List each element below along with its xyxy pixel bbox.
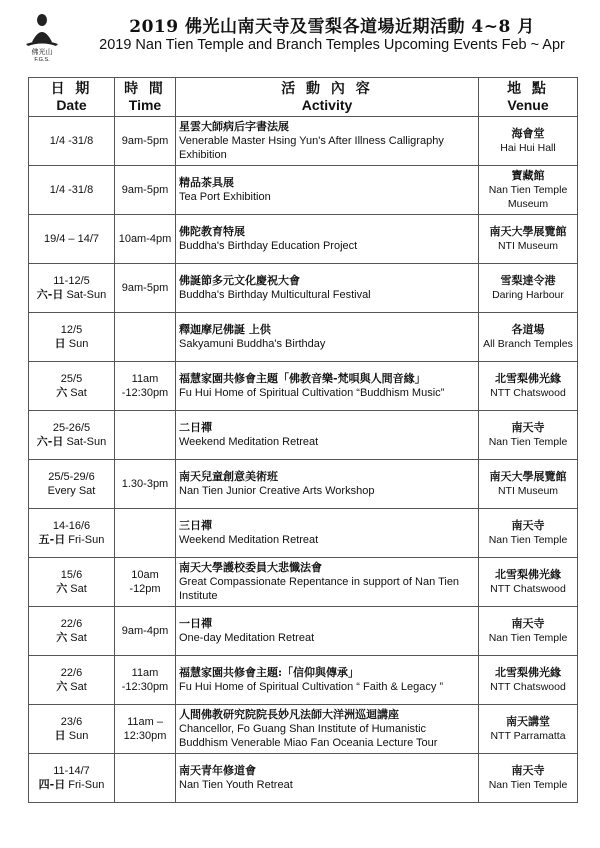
- date-weekday-en: Sun: [68, 338, 89, 350]
- time-line-1: 9am-5pm: [121, 282, 169, 294]
- venue-en: All Branch Temples: [483, 338, 573, 350]
- activity-en: Fu Hui Home of Spiritual Cultivation “Buddhism Music”: [179, 387, 445, 399]
- table-row: [29, 754, 578, 803]
- date-weekday: [32, 386, 111, 400]
- event-date: [29, 705, 115, 754]
- event-venue: [479, 264, 578, 313]
- date-weekday: [32, 288, 111, 302]
- date-range: 25-26/5: [52, 422, 91, 434]
- event-time: [115, 607, 176, 656]
- table-row: [29, 313, 578, 362]
- event-activity: [176, 607, 479, 656]
- table-row: [29, 656, 578, 705]
- venue-zh: 南天寺: [511, 764, 545, 777]
- date-weekday-en: Sat: [70, 632, 87, 644]
- activity-en: Venerable Master Hsing Yun's After Illness Calligraphy Exhibition: [179, 135, 444, 161]
- event-date: [29, 264, 115, 313]
- logo-text-en: F.G.S.: [34, 57, 50, 62]
- event-date: [29, 411, 115, 460]
- venue-en: Hai Hui Hall: [500, 142, 556, 154]
- time-line-1: 10am: [131, 569, 159, 581]
- table-row: [29, 558, 578, 607]
- event-time: [115, 313, 176, 362]
- time-line-1: 9am-5pm: [121, 135, 169, 147]
- date-weekday-en: Fri-Sun: [68, 534, 105, 546]
- event-venue: [479, 313, 578, 362]
- time-line-1: 9am-4pm: [121, 625, 169, 637]
- event-date: [29, 558, 115, 607]
- event-time: [115, 460, 176, 509]
- date-weekday-en: Sat-Sun: [66, 289, 107, 301]
- venue-en: Nan Tien Temple: [488, 436, 568, 448]
- date-weekday-zh: 六: [56, 386, 68, 399]
- date-range: 25/5-29/6: [48, 471, 95, 483]
- table-row: [29, 264, 578, 313]
- page-title-en: 2019 Nan Tien Temple and Branch Temples Upcoming Events Feb ~ Apr: [99, 37, 565, 53]
- event-date: [29, 656, 115, 705]
- event-time: [115, 264, 176, 313]
- venue-en: NTT Chatswood: [490, 681, 566, 693]
- venue-zh: 南天寺: [511, 617, 545, 630]
- date-weekday-zh: 五-日: [38, 533, 66, 546]
- venue-zh: 南天大學展覽館: [489, 470, 567, 483]
- event-activity: [176, 705, 479, 754]
- activity-en: Nan Tien Junior Creative Arts Workshop: [179, 485, 375, 497]
- time-line-1: 1.30-3pm: [121, 478, 169, 490]
- time-line-2: -12:30pm: [121, 387, 169, 399]
- event-time: [115, 656, 176, 705]
- time-line-1: 10am-4pm: [118, 233, 172, 245]
- activity-zh: 福慧家園共修會主題「佛教音樂-梵唄與人間音緣」: [179, 372, 426, 385]
- table-row: [29, 362, 578, 411]
- venue-en: Nan Tien Temple Museum: [488, 184, 568, 210]
- event-venue: [479, 607, 578, 656]
- date-weekday-zh: 六: [56, 631, 68, 644]
- event-time: [115, 411, 176, 460]
- date-weekday: [32, 778, 111, 792]
- logo-text-zh: 佛光山: [31, 48, 53, 56]
- event-time: [115, 705, 176, 754]
- activity-zh: 人間佛教研究院院長妙凡法師大洋洲巡迴講座: [179, 708, 399, 721]
- event-time: [115, 166, 176, 215]
- date-range: 15/6: [60, 569, 83, 581]
- activity-en: Weekend Meditation Retreat: [179, 534, 319, 546]
- date-range: 1/4 -31/8: [49, 135, 94, 147]
- venue-zh: 雪梨達令港: [500, 274, 556, 287]
- time-line-1: 9am-5pm: [121, 184, 169, 196]
- venue-en: Daring Harbour: [492, 289, 564, 301]
- activity-en: Great Compassionate Repentance in support of Nan Tien Institute: [179, 576, 460, 602]
- date-weekday-en: Sat: [70, 387, 87, 399]
- date-range: 22/6: [60, 618, 83, 630]
- activity-en: One-day Meditation Retreat: [179, 632, 315, 644]
- event-activity: [176, 166, 479, 215]
- date-weekday: [32, 337, 111, 351]
- activity-zh: 二日禪: [179, 421, 212, 434]
- activity-zh: 佛陀教育特展: [179, 225, 245, 238]
- activity-zh: 佛誕節多元文化慶祝大會: [179, 274, 300, 287]
- date-weekday-en: Sat: [70, 681, 87, 693]
- date-weekday-zh: 四-日: [38, 778, 66, 791]
- event-venue: [479, 117, 578, 166]
- event-venue: [479, 460, 578, 509]
- venue-en: Nan Tien Temple: [488, 534, 568, 546]
- date-weekday-zh: 六-日: [36, 435, 64, 448]
- event-activity: [176, 411, 479, 460]
- date-range: 11-14/7: [53, 765, 90, 777]
- date-range: 22/6: [60, 667, 83, 679]
- event-date: [29, 215, 115, 264]
- activity-en: Weekend Meditation Retreat: [179, 436, 319, 448]
- event-date: [29, 607, 115, 656]
- date-weekday: [32, 582, 111, 596]
- event-date: [29, 117, 115, 166]
- venue-en: Nan Tien Temple: [488, 779, 568, 791]
- venue-zh: 各道場: [511, 323, 545, 336]
- page-title-zh: 2019 佛光山南天寺及雪梨各道場近期活動 4~8 月: [129, 17, 535, 37]
- table-row: [29, 509, 578, 558]
- event-date: [29, 313, 115, 362]
- date-weekday: [32, 484, 111, 498]
- activity-zh: 福慧家園共修會主題:「信仰與傳承」: [179, 666, 360, 679]
- activity-zh: 三日禪: [179, 519, 212, 532]
- event-time: [115, 509, 176, 558]
- date-weekday: [32, 729, 111, 743]
- date-weekday-en: Sat: [70, 583, 87, 595]
- activity-zh: 南天青年修道會: [179, 764, 256, 777]
- event-venue: [479, 166, 578, 215]
- date-weekday-en: Sun: [68, 730, 89, 742]
- venue-en: NTI Museum: [497, 485, 559, 497]
- time-line-2: -12:30pm: [121, 681, 169, 693]
- date-range: 19/4 – 14/7: [43, 233, 100, 245]
- event-time: [115, 558, 176, 607]
- time-line-1: 11am –: [127, 716, 163, 728]
- date-weekday-zh: 日: [54, 729, 66, 742]
- time-line-1: 11am: [131, 667, 159, 679]
- activity-zh: 釋迦摩尼佛誕 上供: [179, 323, 271, 336]
- time-line-2: -12pm: [129, 583, 161, 595]
- events-table: [28, 77, 578, 803]
- event-activity: [176, 656, 479, 705]
- venue-zh: 北雪梨佛光緣: [495, 372, 561, 385]
- venue-en: NTI Museum: [497, 240, 559, 252]
- event-time: [115, 754, 176, 803]
- event-date: [29, 509, 115, 558]
- date-weekday: [32, 680, 111, 694]
- date-range: 1/4 -31/8: [49, 184, 94, 196]
- activity-en: Buddha's Birthday Education Project: [179, 240, 358, 252]
- event-activity: [176, 558, 479, 607]
- event-venue: [479, 558, 578, 607]
- event-date: [29, 460, 115, 509]
- date-weekday: [32, 435, 111, 449]
- activity-zh: 南天大學護校委員大悲懺法會: [179, 561, 322, 574]
- table-header-row: [29, 78, 578, 117]
- date-weekday-en: Fri-Sun: [68, 779, 105, 791]
- activity-zh: 一日禪: [179, 617, 212, 630]
- fgs-logo: [18, 8, 66, 62]
- event-activity: [176, 215, 479, 264]
- event-venue: [479, 411, 578, 460]
- event-venue: [479, 705, 578, 754]
- event-venue: [479, 656, 578, 705]
- event-date: [29, 362, 115, 411]
- table-row: [29, 166, 578, 215]
- time-line-2: 12:30pm: [123, 730, 167, 742]
- venue-zh: 南天講堂: [506, 715, 550, 728]
- event-venue: [479, 754, 578, 803]
- table-row: [29, 411, 578, 460]
- activity-en: Buddha's Birthday Multicultural Festival: [179, 289, 371, 301]
- time-line-1: 11am: [131, 373, 159, 385]
- date-weekday-zh: 六: [56, 680, 68, 693]
- date-range: 12/5: [60, 324, 83, 336]
- col-header-activity: 活 動 內 容 Activity: [176, 78, 479, 117]
- event-date: [29, 166, 115, 215]
- col-header-date: 日 期 Date: [29, 78, 115, 117]
- date-range: 11-12/5: [53, 275, 90, 287]
- date-weekday-zh: 六: [56, 582, 68, 595]
- event-time: [115, 215, 176, 264]
- date-weekday: [32, 533, 111, 547]
- table-row: [29, 607, 578, 656]
- col-header-venue: 地 點 Venue: [479, 78, 578, 117]
- date-weekday-en: Every Sat: [47, 485, 96, 497]
- event-date: [29, 754, 115, 803]
- table-row: [29, 705, 578, 754]
- event-activity: [176, 754, 479, 803]
- table-row: [29, 460, 578, 509]
- date-weekday-zh: 六-日: [36, 288, 64, 301]
- event-venue: [479, 509, 578, 558]
- venue-en: NTT Chatswood: [490, 583, 566, 595]
- date-weekday: [32, 631, 111, 645]
- table-row: [29, 215, 578, 264]
- event-activity: [176, 509, 479, 558]
- date-range: 23/6: [60, 716, 83, 728]
- event-time: [115, 117, 176, 166]
- activity-en: Nan Tien Youth Retreat: [179, 779, 293, 791]
- event-activity: [176, 264, 479, 313]
- venue-en: NTT Chatswood: [490, 387, 566, 399]
- date-range: 14-16/6: [52, 520, 91, 532]
- venue-zh: 北雪梨佛光緣: [495, 568, 561, 581]
- venue-zh: 寶藏館: [511, 169, 545, 182]
- venue-zh: 南天大學展覽館: [489, 225, 567, 238]
- col-header-time: 時 間 Time: [115, 78, 176, 117]
- event-venue: [479, 215, 578, 264]
- date-weekday-zh: 日: [54, 337, 66, 350]
- venue-zh: 北雪梨佛光緣: [495, 666, 561, 679]
- date-range: 25/5: [60, 373, 83, 385]
- venue-en: NTT Parramatta: [490, 730, 566, 742]
- activity-zh: 星雲大師病后字書法展: [179, 120, 289, 133]
- table-row: [29, 117, 578, 166]
- activity-en: Tea Port Exhibition: [179, 191, 271, 203]
- activity-en: Chancellor, Fo Guang Shan Institute of Humanistic Buddhism Venerable Miao Fan Oceania Lecture Tour: [179, 723, 438, 749]
- venue-en: Nan Tien Temple: [488, 632, 568, 644]
- event-activity: [176, 362, 479, 411]
- venue-zh: 海會堂: [511, 127, 545, 140]
- event-time: [115, 362, 176, 411]
- venue-zh: 南天寺: [511, 519, 545, 532]
- event-venue: [479, 362, 578, 411]
- activity-en: Sakyamuni Buddha's Birthday: [179, 338, 326, 350]
- venue-zh: 南天寺: [511, 421, 545, 434]
- event-activity: [176, 313, 479, 362]
- event-activity: [176, 460, 479, 509]
- activity-zh: 精品茶具展: [179, 176, 234, 189]
- activity-zh: 南天兒童創意美術班: [179, 470, 278, 483]
- activity-en: Fu Hui Home of Spiritual Cultivation “ Faith & Legacy ”: [179, 681, 444, 693]
- event-activity: [176, 117, 479, 166]
- date-weekday-en: Sat-Sun: [66, 436, 107, 448]
